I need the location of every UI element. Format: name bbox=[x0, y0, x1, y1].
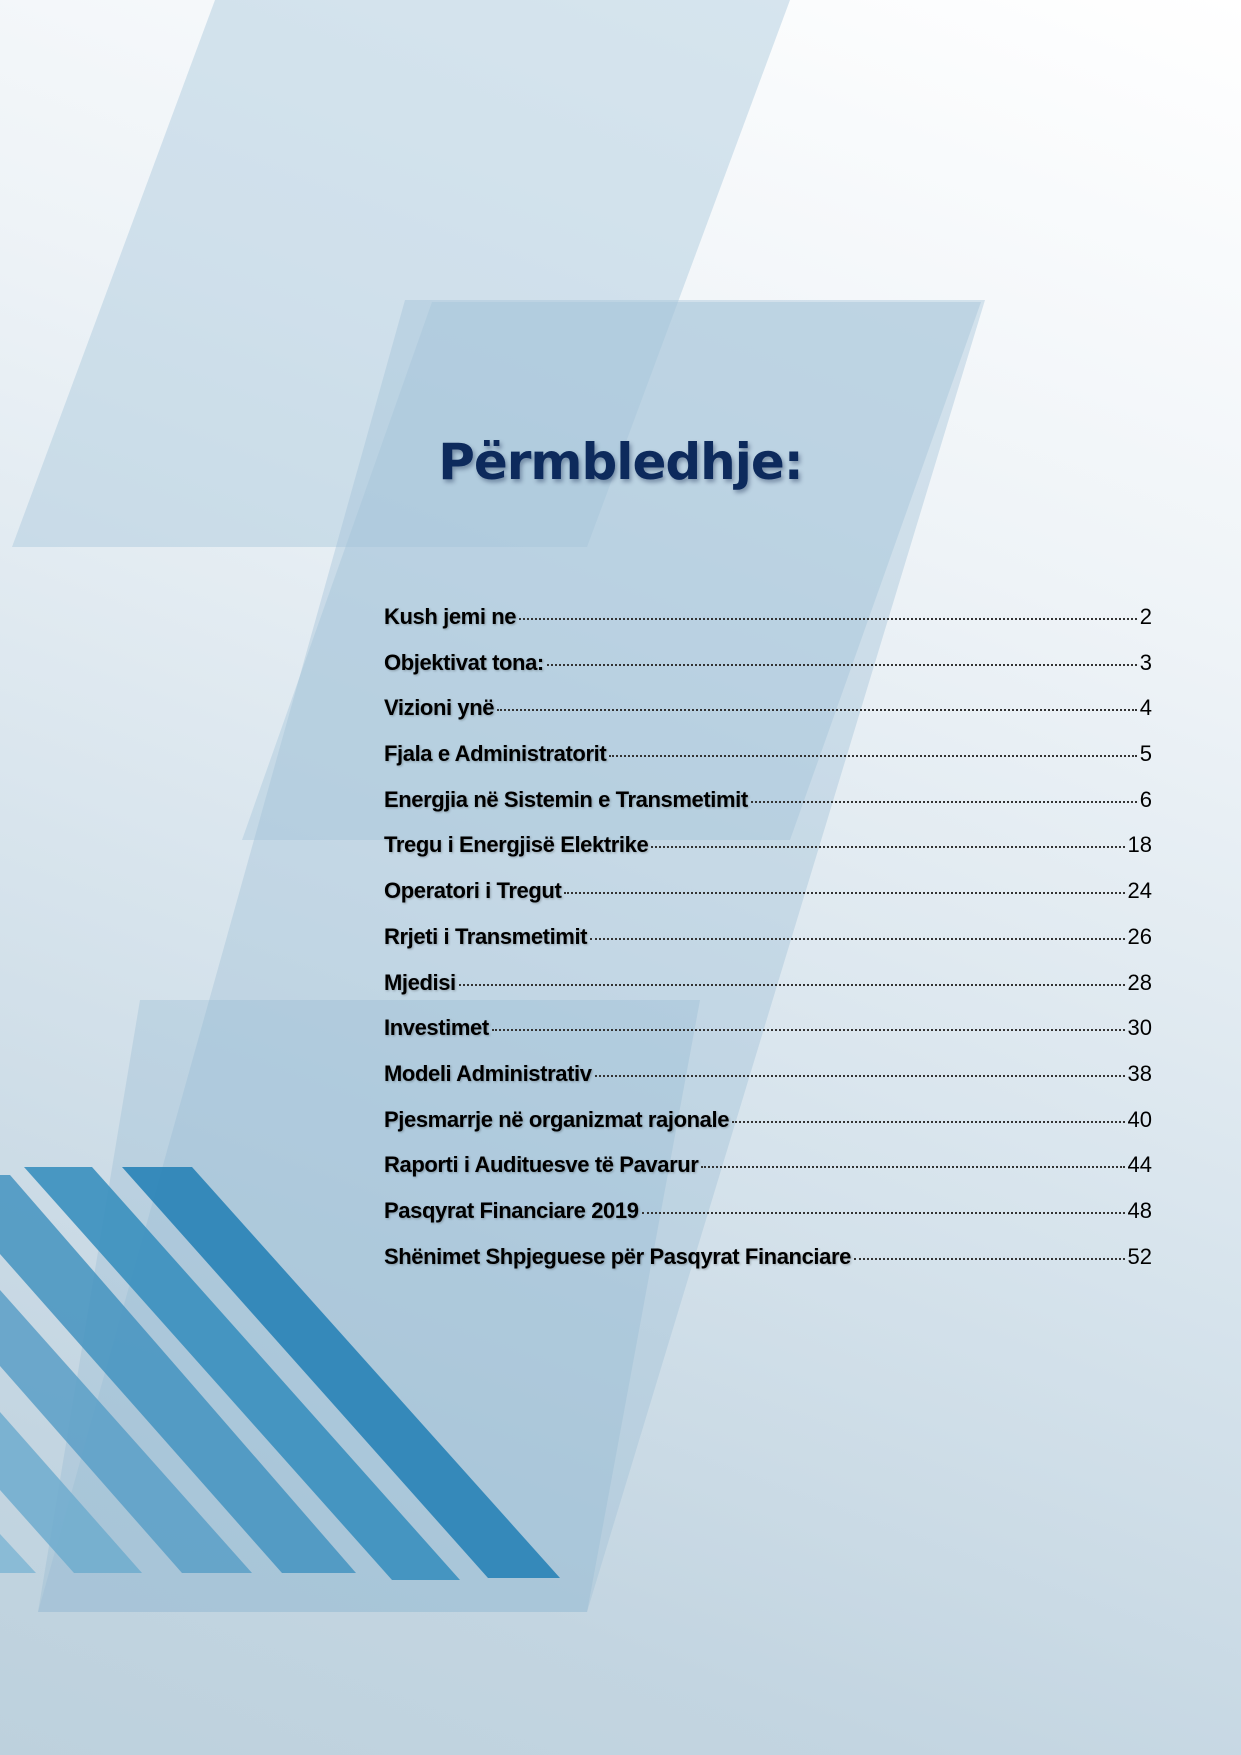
toc-entry-label: Fjala e Administratorit bbox=[384, 741, 607, 767]
toc-entry-page-number: 5 bbox=[1139, 741, 1152, 767]
table-of-contents bbox=[384, 604, 1152, 1289]
toc-entry[interactable] bbox=[384, 970, 1152, 1016]
toc-entry[interactable] bbox=[384, 878, 1152, 924]
toc-entry-page-number: 24 bbox=[1127, 878, 1152, 904]
toc-entry-page-number: 6 bbox=[1139, 786, 1152, 812]
toc-entry-page-number: 44 bbox=[1127, 1152, 1152, 1178]
toc-entry-label: Tregu i Energjisë Elektrike bbox=[384, 832, 649, 858]
toc-entry[interactable] bbox=[384, 1061, 1152, 1107]
toc-dot-leader bbox=[642, 1212, 1125, 1214]
toc-entry-page-number: 48 bbox=[1127, 1197, 1152, 1223]
toc-entry[interactable] bbox=[384, 787, 1152, 833]
toc-dot-leader bbox=[595, 1075, 1125, 1077]
toc-dot-leader bbox=[547, 664, 1137, 666]
toc-dot-leader bbox=[519, 618, 1137, 620]
toc-dot-leader bbox=[651, 846, 1124, 848]
toc-dot-leader bbox=[497, 709, 1137, 711]
toc-entry[interactable] bbox=[384, 741, 1152, 787]
toc-entry[interactable] bbox=[384, 1244, 1152, 1290]
toc-entry[interactable] bbox=[384, 1015, 1152, 1061]
toc-entry-label: Rrjeti i Transmetimit bbox=[384, 923, 588, 949]
toc-entry-label: Shënimet Shpjeguese për Pasqyrat Financiare bbox=[384, 1243, 851, 1269]
toc-entry-label: Objektivat tona: bbox=[384, 649, 544, 675]
toc-entry-label: Modeli Administrativ bbox=[384, 1060, 592, 1086]
toc-entry[interactable] bbox=[384, 832, 1152, 878]
toc-dot-leader bbox=[732, 1121, 1124, 1123]
toc-entry-label: Kush jemi ne bbox=[384, 604, 517, 629]
toc-dot-leader bbox=[701, 1166, 1124, 1168]
toc-entry[interactable] bbox=[384, 695, 1152, 741]
toc-dot-leader bbox=[854, 1258, 1125, 1260]
toc-entry-page-number: 52 bbox=[1127, 1243, 1152, 1269]
toc-dot-leader bbox=[609, 755, 1136, 757]
page-title: Përmbledhje: bbox=[438, 433, 803, 491]
toc-entry-page-number: 40 bbox=[1127, 1106, 1152, 1132]
toc-entry-label: Pasqyrat Financiare 2019 bbox=[384, 1197, 639, 1223]
toc-entry-label: Energjia në Sistemin e Transmetimit bbox=[384, 786, 748, 812]
toc-entry-page-number: 2 bbox=[1139, 604, 1152, 629]
toc-entry-page-number: 26 bbox=[1127, 923, 1152, 949]
toc-dot-leader bbox=[459, 984, 1125, 986]
toc-entry[interactable] bbox=[384, 924, 1152, 970]
toc-dot-leader bbox=[590, 938, 1124, 940]
toc-entry-page-number: 30 bbox=[1127, 1015, 1152, 1041]
toc-entry[interactable] bbox=[384, 1107, 1152, 1153]
toc-entry-label: Raporti i Audituesve të Pavarur bbox=[384, 1152, 699, 1178]
toc-entry[interactable] bbox=[384, 1198, 1152, 1244]
toc-entry[interactable] bbox=[384, 650, 1152, 696]
toc-dot-leader bbox=[751, 801, 1137, 803]
toc-entry-label: Pjesmarrje në organizmat rajonale bbox=[384, 1106, 730, 1132]
toc-entry-label: Investimet bbox=[384, 1015, 489, 1041]
toc-dot-leader bbox=[492, 1029, 1125, 1031]
toc-entry-page-number: 4 bbox=[1139, 695, 1152, 721]
toc-entry-label: Vizioni ynë bbox=[384, 695, 495, 721]
toc-entry[interactable] bbox=[384, 604, 1152, 650]
toc-dot-leader bbox=[564, 892, 1124, 894]
toc-entry-page-number: 28 bbox=[1127, 969, 1152, 995]
toc-entry-page-number: 38 bbox=[1127, 1060, 1152, 1086]
bg-stripe-6 bbox=[0, 1534, 36, 1573]
toc-entry-label: Mjedisi bbox=[384, 969, 456, 995]
toc-entry-label: Operatori i Tregut bbox=[384, 878, 562, 904]
toc-entry-page-number: 3 bbox=[1139, 649, 1152, 675]
toc-entry-page-number: 18 bbox=[1127, 832, 1152, 858]
toc-entry[interactable] bbox=[384, 1152, 1152, 1198]
